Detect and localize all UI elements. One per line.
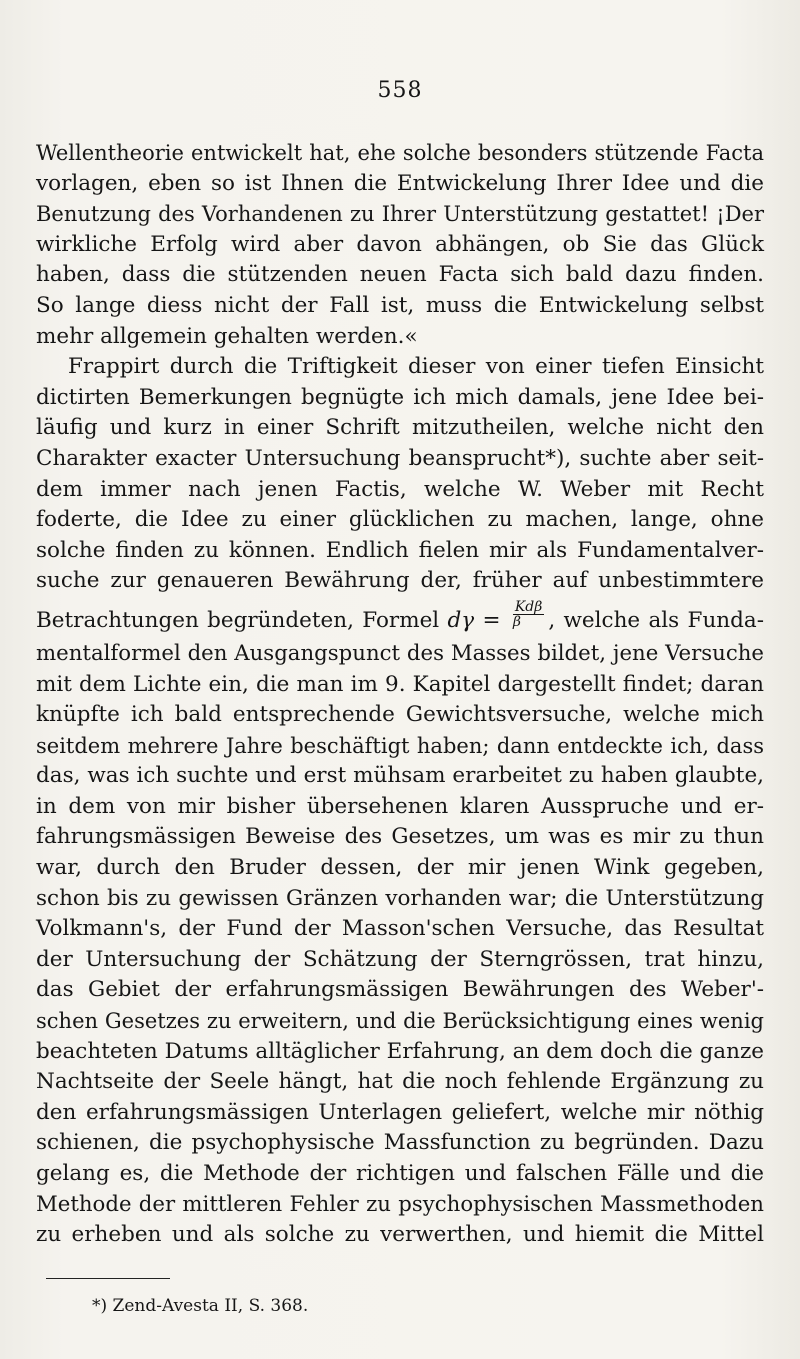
text-line: mentalformel den Ausgangspunct des Masses bildet, jene Versuche — [36, 640, 764, 666]
text-line: Wellentheorie entwickelt hat, ehe solche besonders stützende Facta — [36, 141, 764, 165]
formula-text-after: , welche als Funda- — [548, 607, 764, 633]
text-line: das, was ich suchte und erst mühsam erarbeitet zu haben glaubte, — [36, 763, 764, 789]
text-line: Benutzung des Vorhandenen zu Ihrer Unterstützung gestattet! ¡Der — [36, 202, 764, 227]
text-line: der Untersuchung der Schätzung der Sterngrössen, trat hinzu, — [36, 946, 764, 972]
text-line: mit dem Lichte ein, die man im 9. Kapitel dargestellt findet; daran — [36, 671, 764, 697]
footnote: *) Zend-Avesta II, S. 368. — [92, 1296, 309, 1316]
text-line: Charakter exacter Untersuchung beansprucht*), suchte aber seit- — [36, 445, 764, 471]
text-line: den erfahrungsmässigen Unterlagen geliefert, welche mir nöthig — [36, 1099, 764, 1125]
body-text — [36, 138, 764, 1251]
formula-text-before: Betrachtungen begründeten, Formel — [36, 607, 440, 633]
text-line: solche finden zu können. Endlich fielen mir als Fundamentalver- — [36, 537, 764, 563]
text-line: schon bis zu gewissen Gränzen vorhanden war; die Unterstützung — [36, 885, 764, 911]
formula-line — [36, 597, 764, 639]
formula-fraction — [513, 600, 545, 629]
text-line: gelang es, die Methode der richtigen und falschen Fälle und die — [36, 1161, 764, 1186]
text-line: beachteten Datums alltäglicher Erfahrung, an dem doch die ganze — [36, 1038, 764, 1064]
text-line: vorlagen, eben so ist Ihnen die Entwickelung Ihrer Idee und die — [36, 170, 764, 196]
text-line: läufig und kurz in einer Schrift mitzutheilen, welche nicht den — [36, 415, 764, 441]
text-line: foderte, die Idee zu einer glücklichen zu machen, lange, ohne — [36, 507, 764, 533]
text-line: das Gebiet der erfahrungsmässigen Bewährungen des Weber'- — [36, 977, 764, 1003]
text-line: mehr allgemein gehalten werden.« — [36, 323, 418, 349]
text-line: So lange diess nicht der Fall ist, muss die Entwickelung selbst — [36, 292, 764, 318]
text-line: Methode der mittleren Fehler zu psychophysischen Massmethoden — [36, 1191, 764, 1217]
text-line: wirkliche Erfolg wird aber davon abhängen, ob Sie das Glück — [36, 231, 764, 257]
formula-denominator: β — [512, 614, 521, 631]
text-line: dictirten Bemerkungen begnügte ich mich damals, jene Idee bei- — [36, 384, 764, 410]
formula-numerator: Kdβ — [514, 599, 543, 616]
text-line: dem immer nach jenen Factis, welche W. Weber mit Recht — [36, 476, 764, 502]
text-line: in dem von mir bisher übersehenen klaren Ausspruche und er- — [36, 793, 764, 819]
text-line: seitdem mehrere Jahre beschäftigt haben; dann entdeckte ich, dass — [36, 733, 764, 758]
text-line: schienen, die psychophysische Massfunction zu begründen. Dazu — [36, 1130, 764, 1156]
text-line: Nachtseite der Seele hängt, hat die noch fehlende Ergänzung zu — [36, 1069, 764, 1095]
text-line: schen Gesetzes zu erweitern, und die Berücksichtigung eines wenig — [36, 1009, 764, 1034]
text-line: Volkmann's, der Fund der Masson'schen Versuche, das Resultat — [36, 916, 764, 942]
text-line: war, durch den Bruder dessen, der mir jenen Wink gegeben, — [36, 855, 764, 881]
text-line: Frappirt durch die Triftigkeit dieser von einer tiefen Einsicht — [68, 354, 764, 380]
formula-lhs: dγ = — [447, 607, 501, 633]
text-line: knüpfte ich bald entsprechende Gewichtsversuche, welche mich — [36, 702, 764, 728]
text-line: suche zur genaueren Bewährung der, früher auf unbestimmtere — [36, 568, 764, 594]
footnote-divider — [46, 1278, 170, 1279]
page-number: 558 — [377, 78, 423, 103]
text-line: zu erheben und als solche zu verwerthen, und hiemit die Mittel — [36, 1222, 764, 1248]
text-line: haben, dass die stützenden neuen Facta sich bald dazu finden. — [36, 262, 764, 288]
text-line: fahrungsmässigen Beweise des Gesetzes, um was es mir zu thun — [36, 824, 764, 850]
